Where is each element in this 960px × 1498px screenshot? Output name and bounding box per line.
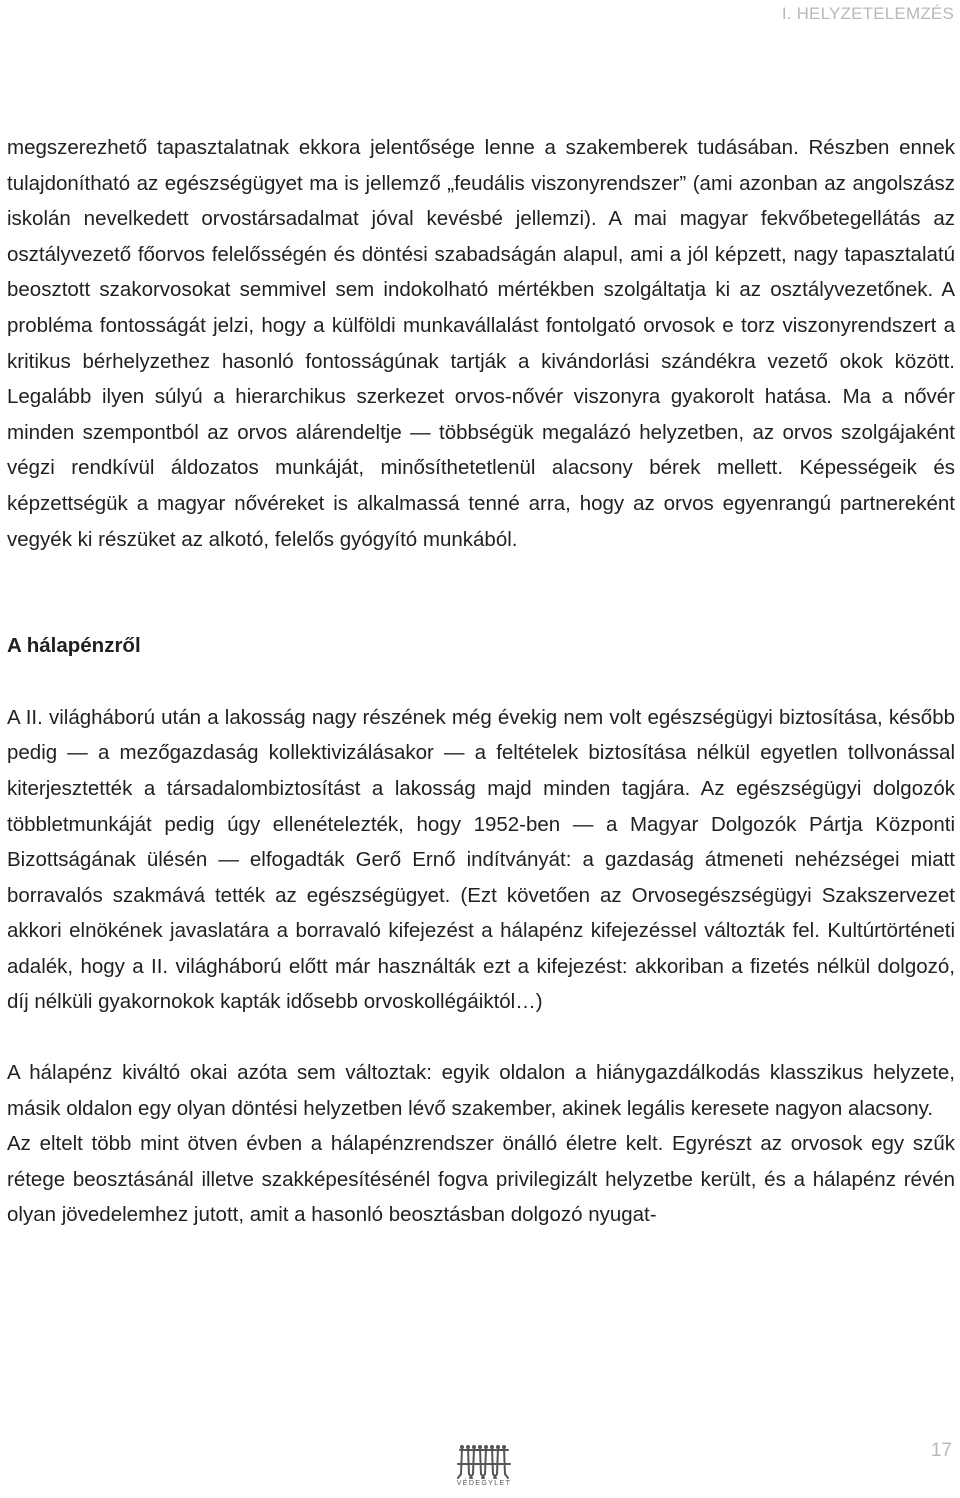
body-paragraph-3: A hálapénz kiváltó okai azóta sem változtak: egyik oldalon a hiánygazdálkodás klasszikus helyzete, másik oldalon egy olyan döntési helyzetben lévő szakember, akinek legális keresete nagyon alacsony. [7, 1061, 955, 1120]
vedegylet-logo [448, 1444, 520, 1494]
page-number: 17 [930, 1440, 952, 1461]
body-paragraph-4: Az eltelt több mint ötven évben a hálapénzrendszer önálló életre kelt. Egyrészt az orvosok egy szűk rétege beosztásánál illetve szakképesítésénél fogva privilegizált helyzetbe került, és a hálapénz révén olyan jövedelemhez jutott, amit a hasonló beosztásban dolgozó nyugat- [7, 1132, 955, 1227]
section-header-label: I. HELYZETELEMZÉS [781, 4, 954, 23]
body-paragraph-2: A II. világháború után a lakosság nagy részének még évekig nem volt egészségügyi biztosítása, később pedig — a mezőgazdaság kollektivizálásakor — a feltételek biztosítása nélkül egyetlen tollvonással kiterjesztették a társadalombiztosítást a lakosság majd minden tagjára. Az egészségügyi dolgozók többletmunkáját pedig úgy ellenételezték, hogy 1952-ben — a Magyar Dolgozók Pártja Központi Bizottságának ülésén — elfogadták Gerő Ernő indítványát: a gazdaság átmeneti nehézségei miatt borravalós szakmává tették az egészségügyet. (Ezt követően az Orvosegészségügyi Szakszervezet akkori elnökének javaslatára a borravaló kifejezést a hálapénz kifejezéssel változták fel. Kultúrtörténeti adalék, hogy a II. világháború előtt már használták ezt a kifejezést: akkoriban a fizetés nélkül dolgozó, díj nélküli gyakornokok kapták idősebb orvoskollégáiktól…) [7, 705, 955, 1014]
paragraph-spacer [7, 1020, 955, 1055]
page-body [7, 130, 955, 1233]
vedegylet-logo-figures-icon [448, 1444, 520, 1480]
section-heading: A hálapénzről [7, 634, 141, 658]
body-paragraph-1: megszerezhető tapasztalatnak ekkora jelentősége lenne a szakemberek tudásában. Részben ennek tulajdonítható az egészségügyet ma is jellemző „feudális viszonyrendszer” (ami azonban az angolszász iskolán nevelkedett orvostársadalmat jóval kevésbé jellemzi). A mai magyar fekvőbetegellátás az osztályvezető főorvos felelősségén és döntési szabadságán alapul, ami a jól képzett, nagy tapasztalatú beosztott szakorvosokat semmivel sem indokolható mértékben szolgáltatja ki az osztályvezetőnek. A probléma fontosságát jelzi, hogy a külföldi munkavállalást fontolgató orvosok e torz viszonyrendszert a kritikus bérhelyzethez hasonló fontosságúnak tartják a kivándorlási szándékra vezető okok között. Legalább ilyen súlyú a hierarchikus szerkezet orvos-nővér viszonyra gyakorolt hatása. Ma a nővér minden szempontból az orvos alárendeltje — többségük megalázó helyzetben, az orvos szolgájaként végzi rendkívül áldozatos munkáját, minősíthetetlenül alacsony bérek mellett. Képességeik és képzettségük a magyar nővéreket is alkalmassá tenné arra, hogy az orvos egyenrangú partnereként vegyék ki részüket az alkotó, felelős gyógyító munkából. [7, 136, 955, 551]
logo-caption: VÉDEGYLET [456, 1480, 512, 1487]
